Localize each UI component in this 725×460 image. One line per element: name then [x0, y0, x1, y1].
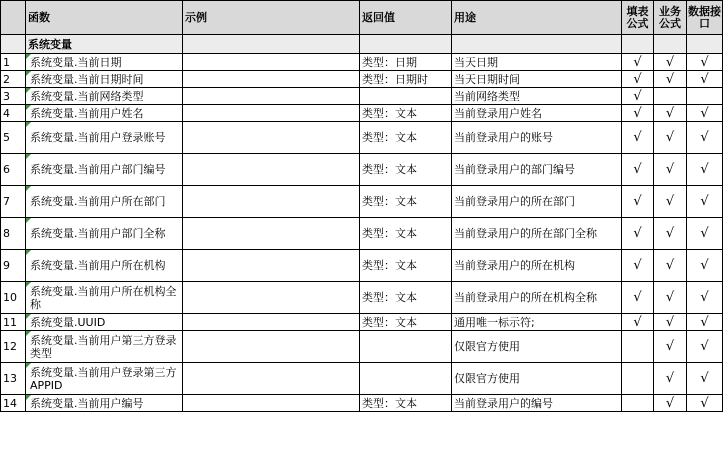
table-row: [1, 88, 723, 105]
section-row: [1, 35, 723, 54]
example-cell[interactable]: [183, 395, 360, 412]
table-row: [1, 71, 723, 88]
table-row: [1, 105, 723, 122]
row-index-cell[interactable]: 2: [1, 71, 26, 88]
row-index-cell[interactable]: 1: [1, 54, 26, 71]
example-cell[interactable]: [183, 54, 360, 71]
row-index-cell[interactable]: 4: [1, 105, 26, 122]
table-row: [1, 331, 723, 363]
example-cell[interactable]: [183, 218, 360, 250]
function-name-cell[interactable]: 系统变量.当前用户部门全称: [26, 218, 183, 250]
data-api-check-cell[interactable]: √: [687, 331, 723, 363]
biz-formula-check-cell[interactable]: √: [654, 314, 687, 331]
return-type-cell[interactable]: 类型：文本: [360, 218, 452, 250]
biz-formula-check-cell[interactable]: √: [654, 363, 687, 395]
return-type-cell[interactable]: 类型：日期时: [360, 71, 452, 88]
function-name-cell[interactable]: 系统变量.当前用户姓名: [26, 105, 183, 122]
biz-formula-check-cell[interactable]: √: [654, 154, 687, 186]
table-row: [1, 282, 723, 314]
usage-cell[interactable]: 通用唯一标示符;: [452, 314, 622, 331]
data-api-check-cell[interactable]: √: [687, 186, 723, 218]
row-index-cell[interactable]: 5: [1, 122, 26, 154]
return-type-cell[interactable]: [360, 363, 452, 395]
function-name-cell[interactable]: 系统变量.当前用户登录账号: [26, 122, 183, 154]
example-cell[interactable]: [183, 154, 360, 186]
table-row: [1, 54, 723, 71]
return-type-cell[interactable]: [360, 331, 452, 363]
fill-formula-check-cell[interactable]: √: [622, 105, 654, 122]
biz-formula-check-cell[interactable]: √: [654, 186, 687, 218]
fill-formula-check-cell[interactable]: √: [622, 250, 654, 282]
table-row: [1, 395, 723, 412]
header-function[interactable]: 函数: [26, 1, 183, 35]
example-cell[interactable]: [183, 331, 360, 363]
usage-cell[interactable]: 当前登录用户的账号: [452, 122, 622, 154]
example-cell[interactable]: [183, 314, 360, 331]
example-cell[interactable]: [183, 122, 360, 154]
section-empty-cell[interactable]: [452, 35, 622, 54]
header-index[interactable]: [1, 1, 26, 35]
table-row: [1, 250, 723, 282]
return-type-cell[interactable]: 类型：文本: [360, 186, 452, 218]
function-name-cell[interactable]: 系统变量.UUID: [26, 314, 183, 331]
section-empty-cell[interactable]: [622, 35, 654, 54]
row-index-cell[interactable]: 9: [1, 250, 26, 282]
return-type-cell[interactable]: 类型：文本: [360, 250, 452, 282]
usage-cell[interactable]: 当前登录用户的部门编号: [452, 154, 622, 186]
fill-formula-check-cell[interactable]: √: [622, 282, 654, 314]
fill-formula-check-cell[interactable]: √: [622, 88, 654, 105]
biz-formula-check-cell[interactable]: √: [654, 282, 687, 314]
return-type-cell[interactable]: 类型：文本: [360, 282, 452, 314]
row-index-cell[interactable]: 11: [1, 314, 26, 331]
return-type-cell[interactable]: 类型：文本: [360, 395, 452, 412]
section-empty-cell[interactable]: [654, 35, 687, 54]
row-index-cell[interactable]: 10: [1, 282, 26, 314]
return-type-cell[interactable]: 类型：文本: [360, 122, 452, 154]
example-cell[interactable]: [183, 363, 360, 395]
fill-formula-check-cell[interactable]: √: [622, 71, 654, 88]
usage-cell[interactable]: 当前登录用户的编号: [452, 395, 622, 412]
biz-formula-check-cell[interactable]: √: [654, 395, 687, 412]
row-index-cell[interactable]: 3: [1, 88, 26, 105]
usage-cell[interactable]: 仅限官方使用: [452, 331, 622, 363]
usage-cell[interactable]: 当前登录用户的所在部门全称: [452, 218, 622, 250]
biz-formula-check-cell[interactable]: √: [654, 71, 687, 88]
fill-formula-check-cell[interactable]: [622, 363, 654, 395]
section-title[interactable]: 系统变量: [26, 35, 183, 54]
data-api-check-cell[interactable]: √: [687, 122, 723, 154]
table-row: [1, 363, 723, 395]
biz-formula-check-cell[interactable]: [654, 88, 687, 105]
header-usage[interactable]: 用途: [452, 1, 622, 35]
section-empty-cell[interactable]: [687, 35, 723, 54]
row-index-cell[interactable]: 8: [1, 218, 26, 250]
usage-cell[interactable]: 当前登录用户的所在机构全称: [452, 282, 622, 314]
fill-formula-check-cell[interactable]: √: [622, 186, 654, 218]
example-cell[interactable]: [183, 250, 360, 282]
data-api-check-cell[interactable]: √: [687, 71, 723, 88]
header-row: [1, 1, 723, 35]
row-index-cell[interactable]: 7: [1, 186, 26, 218]
example-cell[interactable]: [183, 282, 360, 314]
usage-cell[interactable]: 当天日期时间: [452, 71, 622, 88]
data-api-check-cell[interactable]: √: [687, 105, 723, 122]
example-cell[interactable]: [183, 186, 360, 218]
usage-cell[interactable]: 当天日期: [452, 54, 622, 71]
data-api-check-cell[interactable]: √: [687, 395, 723, 412]
biz-formula-check-cell[interactable]: √: [654, 122, 687, 154]
header-fill-formula[interactable]: 填表公式: [622, 1, 654, 35]
function-name-cell[interactable]: 系统变量.当前用户编号: [26, 395, 183, 412]
biz-formula-check-cell[interactable]: √: [654, 331, 687, 363]
fill-formula-check-cell[interactable]: √: [622, 122, 654, 154]
table-row: [1, 122, 723, 154]
function-name-cell[interactable]: 系统变量.当前用户所在机构全称: [26, 282, 183, 314]
usage-cell[interactable]: 当前登录用户的所在部门: [452, 186, 622, 218]
data-api-check-cell[interactable]: √: [687, 218, 723, 250]
return-type-cell[interactable]: [360, 88, 452, 105]
example-cell[interactable]: [183, 71, 360, 88]
usage-cell[interactable]: 仅限官方使用: [452, 363, 622, 395]
header-biz-formula[interactable]: 业务公式: [654, 1, 687, 35]
section-index-cell[interactable]: [1, 35, 26, 54]
function-name-cell[interactable]: 系统变量.当前网络类型: [26, 88, 183, 105]
biz-formula-check-cell[interactable]: √: [654, 54, 687, 71]
biz-formula-check-cell[interactable]: √: [654, 250, 687, 282]
table-row: [1, 218, 723, 250]
function-name-cell[interactable]: 系统变量.当前用户所在部门: [26, 186, 183, 218]
data-api-check-cell[interactable]: [687, 88, 723, 105]
section-empty-cell[interactable]: [183, 35, 360, 54]
function-name-cell[interactable]: 系统变量.当前用户部门编号: [26, 154, 183, 186]
return-type-cell[interactable]: 类型：文本: [360, 105, 452, 122]
table-row: [1, 186, 723, 218]
data-api-check-cell[interactable]: √: [687, 250, 723, 282]
function-name-cell[interactable]: 系统变量.当前日期时间: [26, 71, 183, 88]
function-name-cell[interactable]: 系统变量.当前用户所在机构: [26, 250, 183, 282]
fill-formula-check-cell[interactable]: √: [622, 54, 654, 71]
fill-formula-check-cell[interactable]: √: [622, 218, 654, 250]
example-cell[interactable]: [183, 105, 360, 122]
fill-formula-check-cell[interactable]: √: [622, 154, 654, 186]
fill-formula-check-cell[interactable]: [622, 331, 654, 363]
table-row: [1, 154, 723, 186]
return-type-cell[interactable]: 类型：文本: [360, 154, 452, 186]
return-type-cell[interactable]: 类型：文本: [360, 314, 452, 331]
section-empty-cell[interactable]: [360, 35, 452, 54]
data-api-check-cell[interactable]: √: [687, 154, 723, 186]
row-index-cell[interactable]: 12: [1, 331, 26, 363]
fill-formula-check-cell[interactable]: [622, 395, 654, 412]
usage-cell[interactable]: 当前登录用户姓名: [452, 105, 622, 122]
data-api-check-cell[interactable]: √: [687, 54, 723, 71]
fill-formula-check-cell[interactable]: √: [622, 314, 654, 331]
function-name-cell[interactable]: 系统变量.当前用户第三方登录类型: [26, 331, 183, 363]
usage-cell[interactable]: 当前网络类型: [452, 88, 622, 105]
function-name-cell[interactable]: 系统变量.当前用户登录第三方APPID: [26, 363, 183, 395]
header-return[interactable]: 返回值: [360, 1, 452, 35]
data-api-check-cell[interactable]: √: [687, 282, 723, 314]
biz-formula-check-cell[interactable]: √: [654, 105, 687, 122]
table-row: [1, 314, 723, 331]
header-data-api[interactable]: 数据接口: [687, 1, 723, 35]
return-type-cell[interactable]: 类型：日期: [360, 54, 452, 71]
function-name-cell[interactable]: 系统变量.当前日期: [26, 54, 183, 71]
data-api-check-cell[interactable]: √: [687, 314, 723, 331]
example-cell[interactable]: [183, 88, 360, 105]
biz-formula-check-cell[interactable]: √: [654, 218, 687, 250]
data-api-check-cell[interactable]: √: [687, 363, 723, 395]
row-index-cell[interactable]: 13: [1, 363, 26, 395]
row-index-cell[interactable]: 14: [1, 395, 26, 412]
header-example[interactable]: 示例: [183, 1, 360, 35]
usage-cell[interactable]: 当前登录用户的所在机构: [452, 250, 622, 282]
row-index-cell[interactable]: 6: [1, 154, 26, 186]
